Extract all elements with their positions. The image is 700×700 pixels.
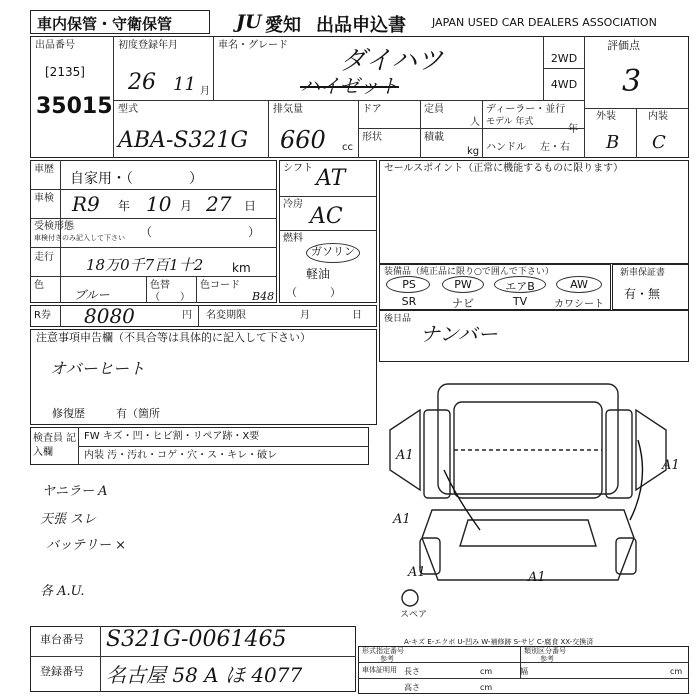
inspection-day-unit: 日 <box>244 199 257 213</box>
handle-options: 左・右 <box>540 142 570 153</box>
equip-navi: ナビ <box>452 297 474 310</box>
drive-4wd: 4WD <box>550 78 578 91</box>
inspector-comment-1: ヤニラー A <box>42 484 108 499</box>
history-value: 自家用・（ ） <box>70 171 203 187</box>
equip-airbag: エアB <box>505 280 535 293</box>
inspector-int-row: 内装 汚・汚れ・コゲ・穴・ス・キレ・破レ <box>84 450 278 461</box>
name-change-month: 月 <box>300 310 310 321</box>
rating-label: 評価点 <box>607 39 640 52</box>
color-value: ブルー <box>74 288 110 302</box>
car-maker: ダイハツ <box>340 46 443 76</box>
drive-2wd: 2WD <box>550 52 578 65</box>
inspector-label: 検査員 記入欄 <box>33 433 77 458</box>
form-spec-cm-3: cm <box>480 683 493 692</box>
form-spec-cm-1: cm <box>480 667 493 676</box>
org-english: JAPAN USED CAR DEALERS ASSOCIATION <box>432 16 657 29</box>
fuel-diesel: 軽油 <box>306 267 331 281</box>
model-value: ABA-S321G <box>118 128 249 153</box>
form-spec-row2: 類別区分番号 <box>524 647 566 655</box>
inspector-fw-row: FW キズ・凹・ヒビ割・リペア跡・X要 <box>84 431 260 442</box>
displacement-unit: cc <box>342 142 353 153</box>
car-grade-struck: ハイゼット <box>300 74 399 98</box>
inspection-year-unit: 年 <box>118 199 131 213</box>
inspector-comment-3: バッテリー × <box>46 538 127 553</box>
r-ticket-unit: 円 <box>182 310 192 321</box>
chassis-label: 車台番号 <box>40 633 84 646</box>
sales-point-label: セールスポイント（正常に機能するものに限ります） <box>384 163 624 174</box>
car-windshield <box>460 520 596 546</box>
equip-pw-circle <box>442 276 484 293</box>
equip-leather: カワシート <box>554 299 604 310</box>
damage-mark-2: A1 <box>662 458 680 473</box>
first-reg-month-unit: 月 <box>200 86 210 97</box>
equip-ps-circle <box>386 276 430 293</box>
rating-ext-label: 外装 <box>596 111 616 122</box>
equip-aw-circle <box>556 276 602 293</box>
storage-badge: 車内保管・守衛保管 <box>30 10 210 34</box>
form-spec-row1: 形式指定番号 <box>362 647 404 655</box>
form-spec-cm-2: cm <box>670 667 683 676</box>
mileage-label: 走行 <box>34 252 54 263</box>
ac-label: 冷房 <box>283 199 303 210</box>
dealer-year-unit: 年 <box>568 124 578 135</box>
first-reg-label: 初度登録年月 <box>118 40 178 51</box>
damage-mark-4: A1 <box>408 565 426 580</box>
car-spare-tire <box>402 590 418 606</box>
mileage-unit: km <box>232 261 251 275</box>
displacement-value: 660 <box>280 126 326 154</box>
car-name-label: 車名・グレード <box>218 40 288 51</box>
doors-shape-label: 形状 <box>362 132 382 143</box>
form-spec-row1b: 参考 <box>380 655 394 663</box>
inspection-label: 車検 <box>34 193 54 204</box>
inspector-comment-2: 天張 スレ <box>40 512 97 527</box>
dealer-model-year: モデル 年式 <box>486 117 534 127</box>
repair-value: 有（箇所 <box>116 407 160 420</box>
accept-label: 受検形態 <box>34 221 74 232</box>
damage-mark-1: A1 <box>396 448 414 463</box>
car-front-right-wheel <box>616 538 636 574</box>
rating-score: 3 <box>622 64 642 99</box>
inspection-month-unit: 月 <box>180 199 193 213</box>
warranty-value: 有・無 <box>624 287 661 301</box>
form-title: 出品申込書 <box>316 15 406 36</box>
r-ticket-value: 8080 <box>84 304 135 328</box>
ac-value: AC <box>310 204 343 229</box>
accept-paren: （ ） <box>140 225 261 239</box>
history-label: 車歴 <box>34 164 54 175</box>
dealer-label: ディーラー・並行 <box>486 104 566 115</box>
notes-line1: オバーヒート <box>50 359 146 378</box>
form-spec-height: 高さ <box>404 683 420 692</box>
r-ticket-block <box>30 305 377 327</box>
name-change-label: 名変期限 <box>206 310 246 321</box>
notes-label: 注意事項申告欄（不具合等は具体的に記入して下さい） <box>36 331 311 344</box>
first-reg-month: 11 <box>173 74 196 95</box>
color-label: 色 <box>34 280 44 291</box>
rating-int-value: C <box>652 132 666 153</box>
r-ticket-label: R券 <box>34 310 51 321</box>
inspection-month: 10 <box>146 192 172 216</box>
spare-label: スペア <box>400 610 428 620</box>
displacement-label: 排気量 <box>273 104 303 115</box>
form-spec-width: 幅 <box>520 667 528 676</box>
capacity-unit: 人 <box>470 117 480 128</box>
mileage-value: 18万0千7百1十2 <box>86 256 204 274</box>
fuel-paren: （ ） <box>286 286 341 299</box>
equip-sr: SR <box>401 295 417 308</box>
accept-sublabel: 車検付きのみ記入して下さい <box>34 234 125 242</box>
car-left-door <box>424 410 450 498</box>
inspection-era: R9 <box>72 192 100 216</box>
equip-pw: PW <box>454 278 472 291</box>
inspection-day: 27 <box>206 192 232 216</box>
repaint-paren: （ ） <box>150 292 190 303</box>
plate-value: 名古屋 58 A ほ 4077 <box>106 663 303 687</box>
damage-legend: A-キズ E-エクボ U-凹み W-補修跡 S-サビ C-腐食 XX-交換済 <box>404 638 594 646</box>
lot-number: 35015 <box>36 94 113 119</box>
equipment-label: 装備品（純正品に限り○で囲んで下さい） <box>384 267 554 277</box>
doors-label: ドア <box>362 104 382 115</box>
handle-label: ハンドル <box>486 142 526 153</box>
shift-label: シフト <box>283 163 313 174</box>
org-name: 愛知 <box>265 15 301 36</box>
fuel-label: 燃料 <box>283 233 303 244</box>
repair-label: 修復歴 <box>52 407 85 420</box>
equip-airbag-circle <box>494 276 546 293</box>
equip-tv: TV <box>512 295 528 308</box>
model-label: 型式 <box>118 104 138 115</box>
ju-logo: JU <box>236 11 262 33</box>
damage-mark-3: A1 <box>393 512 411 527</box>
car-right-door <box>606 410 632 498</box>
warranty-label: 新車保証書 <box>620 268 666 278</box>
lot-label: 出品番号 <box>35 40 75 51</box>
rear-items-label: 後日品 <box>384 314 412 324</box>
lot-sub-number: [2135] <box>45 65 85 79</box>
capacity-label: 定員 <box>424 104 444 115</box>
car-roof-outline <box>438 384 618 494</box>
equip-ps: PS <box>402 278 416 291</box>
shift-value: AT <box>316 166 346 191</box>
chassis-value: S321G-0061465 <box>106 627 287 652</box>
form-spec-length: 長さ <box>404 667 420 676</box>
equip-aw: AW <box>570 278 588 291</box>
rear-items-value: ナンバー <box>420 322 498 346</box>
first-reg-year: 26 <box>128 70 156 95</box>
sales-point-block <box>379 160 689 264</box>
form-spec-row2b: 参考 <box>540 655 554 663</box>
rating-int-label: 内装 <box>648 111 668 122</box>
name-change-day: 日 <box>352 310 362 321</box>
load-unit: kg <box>467 146 480 157</box>
damage-mark-5: A1 <box>528 570 546 585</box>
fuel-gas: ガソリン <box>311 245 355 258</box>
color-code-label: 色コード <box>200 280 240 291</box>
plate-label: 登録番号 <box>40 665 84 678</box>
color-code-value: B48 <box>252 290 275 303</box>
form-spec-row3: 車体証明用 <box>362 666 397 674</box>
rating-ext-value: B <box>606 132 620 153</box>
load-label: 積載 <box>424 132 444 143</box>
repaint-label: 色替 <box>150 280 170 291</box>
inspector-comment-4: 各 A.U. <box>40 584 85 599</box>
